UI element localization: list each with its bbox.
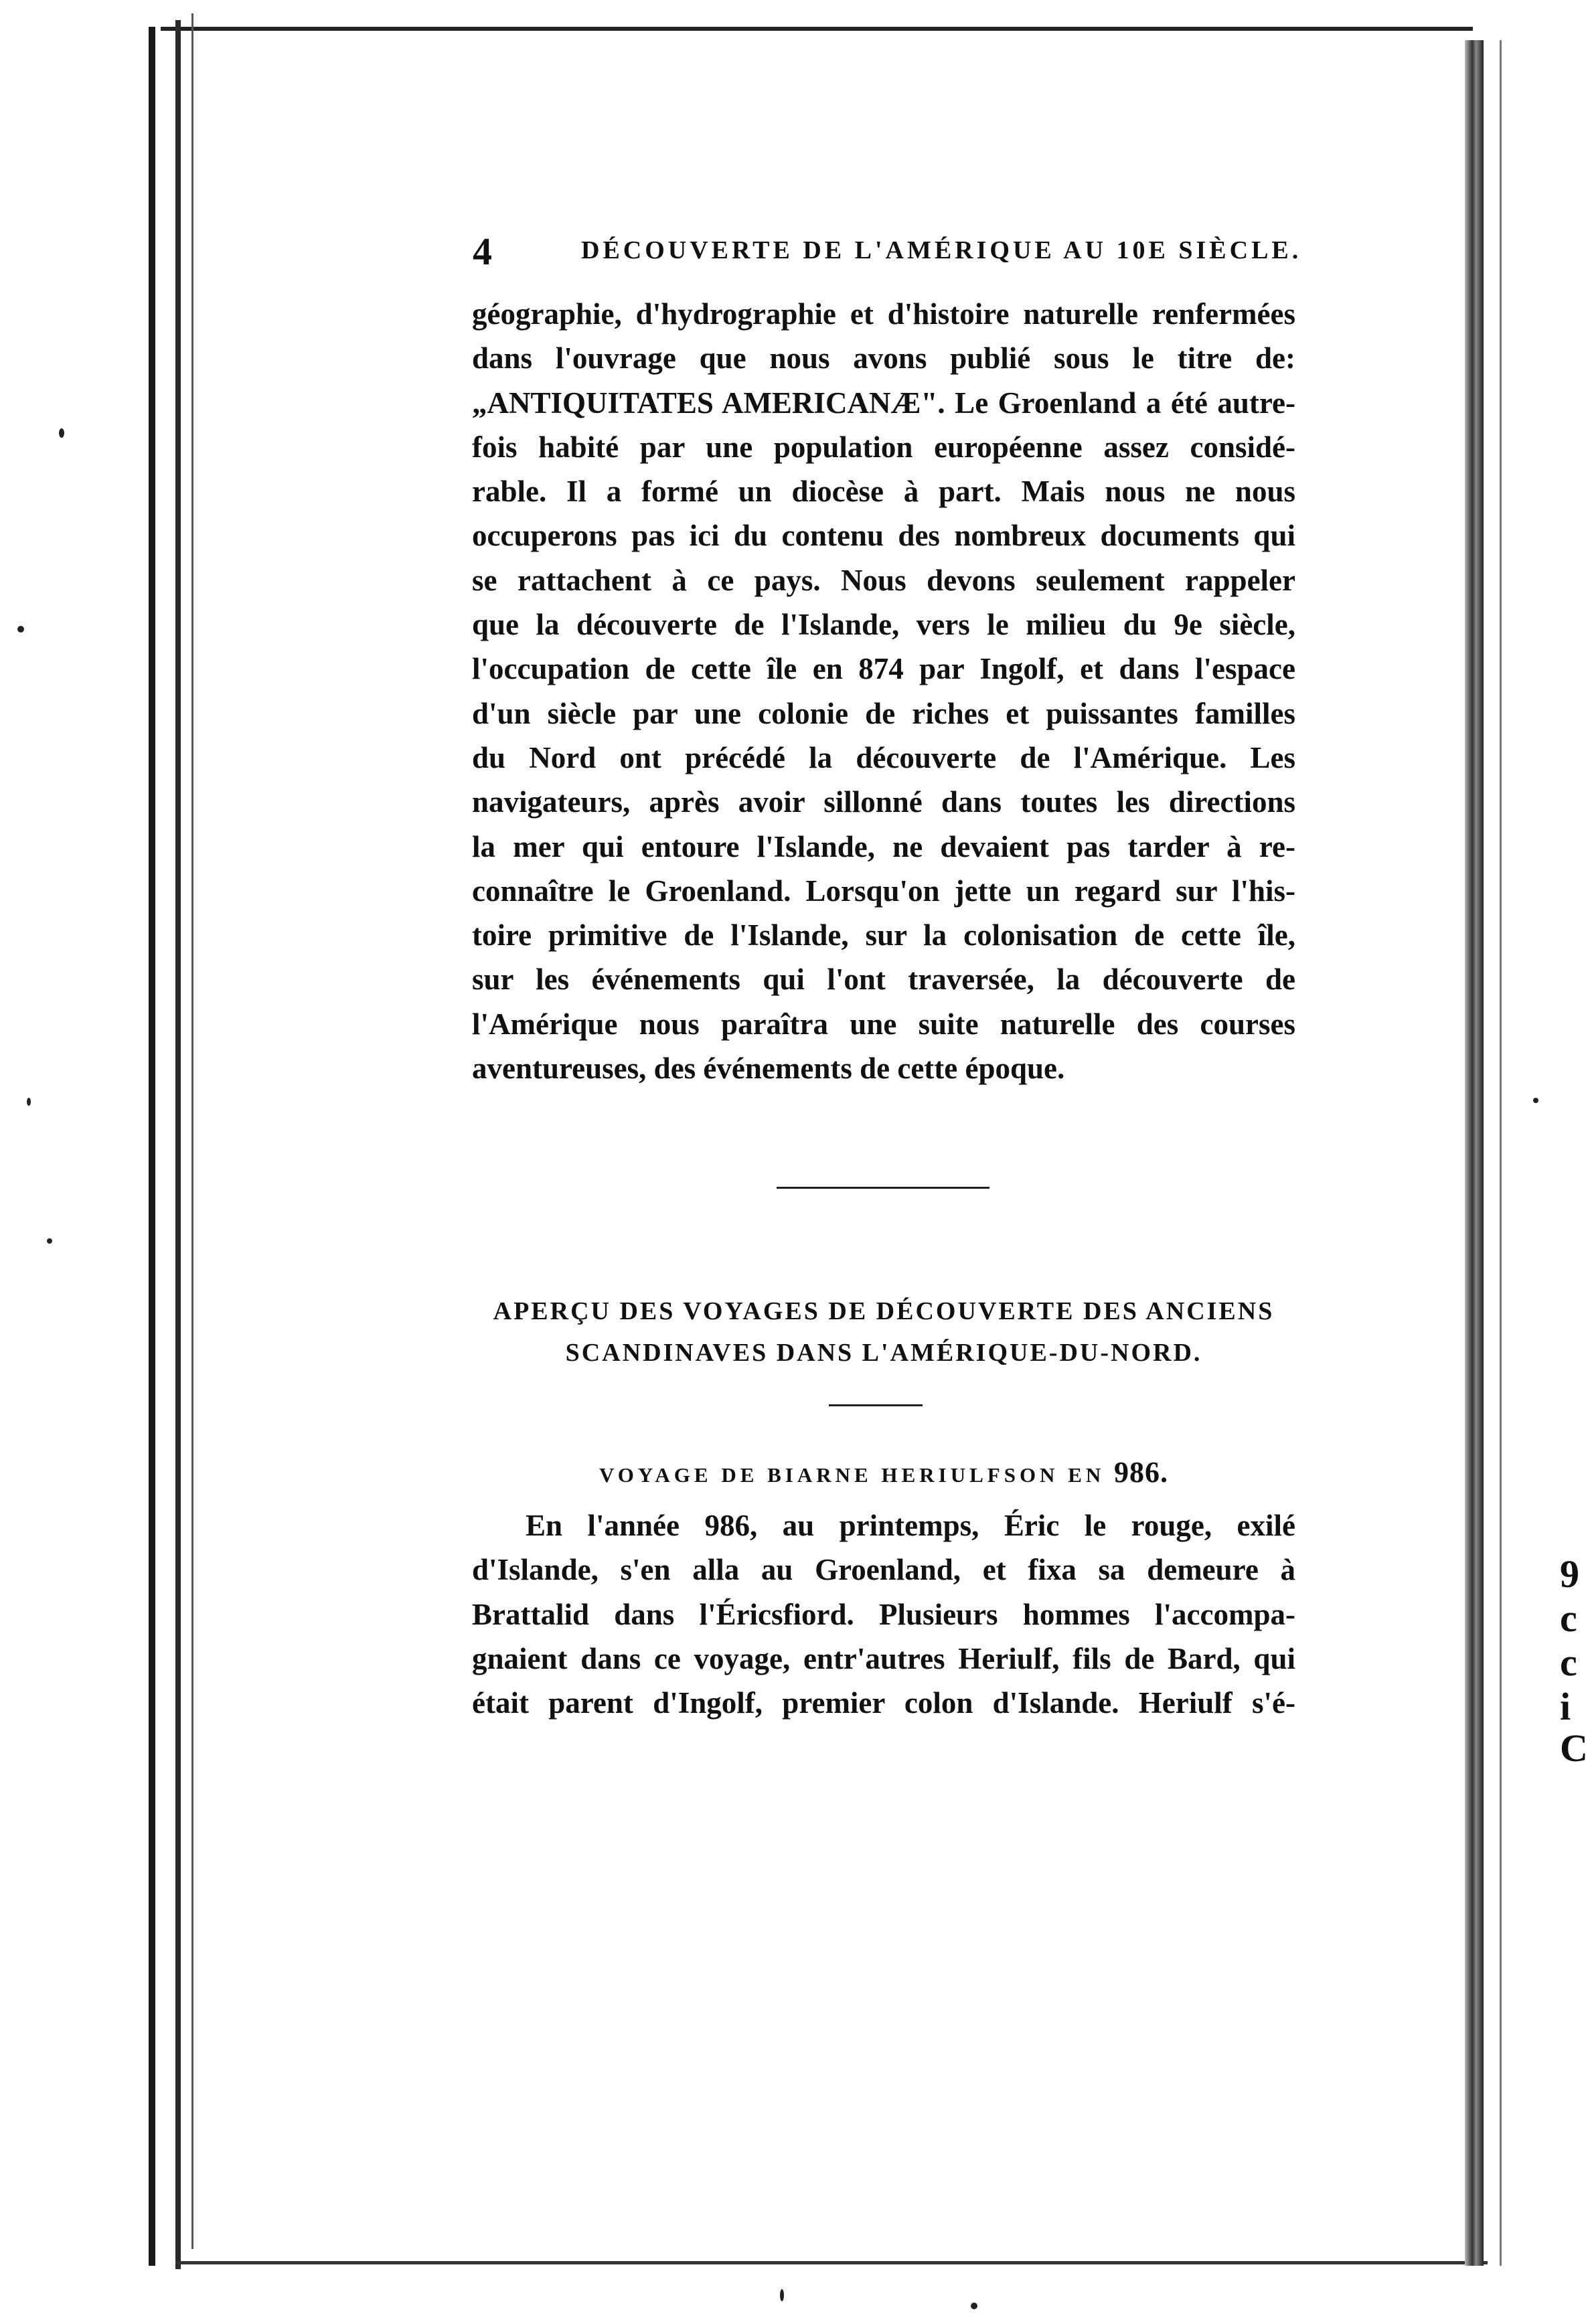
voyage-subheading-text: VOYAGE DE BIARNE HERIULFSON EN bbox=[599, 1463, 1105, 1487]
text-line: Brattalid dans l'Éricsfiord. Plusieurs hommes l'accompa- bbox=[472, 1597, 1295, 1631]
scan-speck bbox=[17, 626, 24, 633]
facing-page-glyph: 9 bbox=[1560, 1552, 1579, 1596]
text-line: sur les événements qui l'ont traversée, la découverte de bbox=[472, 963, 1295, 997]
facing-page-glyph: c bbox=[1560, 1641, 1577, 1684]
facing-page-glyph: c bbox=[1560, 1596, 1577, 1640]
text-line: se rattachent à ce pays. Nous devons seulement rappeler bbox=[472, 563, 1295, 597]
scan-right-line bbox=[1500, 40, 1502, 2266]
text-line: que la découverte de l'Islande, vers le milieu du 9e siècle, bbox=[472, 608, 1295, 642]
scan-gutter bbox=[1465, 40, 1484, 2266]
scan-speck bbox=[971, 2303, 977, 2309]
text-line: la mer qui entoure l'Islande, ne devaient pas tarder à re- bbox=[472, 829, 1295, 863]
text-line: gnaient dans ce voyage, entr'autres Heriulf, fils de Bard, qui bbox=[472, 1641, 1295, 1675]
text-line: navigateurs, après avoir sillonné dans toutes les directions bbox=[472, 785, 1295, 819]
voyage-paragraph bbox=[472, 1503, 1295, 1725]
voyage-subheading-year: 986. bbox=[1114, 1456, 1169, 1489]
section-heading-line: APERÇU DES VOYAGES DE DÉCOUVERTE DES ANCIENS bbox=[493, 1297, 1275, 1325]
paragraph-continuation bbox=[472, 292, 1295, 1090]
text-line: d'un siècle par une colonie de riches et puissantes familles bbox=[472, 696, 1295, 730]
text-line: En l'année 986, au printemps, Éric le rouge, exilé bbox=[526, 1509, 1295, 1542]
text-line: l'occupation de cette île en 874 par Ingolf, et dans l'espace bbox=[472, 652, 1295, 686]
text-line: dans l'ouvrage que nous avons publié sous le titre de: bbox=[472, 341, 1295, 376]
facing-page-glyph: i bbox=[1560, 1685, 1571, 1728]
section-heading bbox=[462, 1291, 1305, 1374]
text-line: fois habité par une population européenne assez considé- bbox=[472, 430, 1295, 464]
scan-left-page-edge bbox=[175, 20, 181, 2269]
heading-underline-rule bbox=[829, 1404, 923, 1406]
text-line: du Nord ont précédé la découverte de l'Amérique. Les bbox=[472, 740, 1295, 774]
text-line: connaître le Groenland. Lorsqu'on jette un regard sur l'his- bbox=[472, 874, 1295, 908]
scan-bottom-edge bbox=[175, 2261, 1488, 2264]
facing-page-glyph: C bbox=[1560, 1726, 1588, 1770]
text-line: toire primitive de l'Islande, sur la colonisation de cette île, bbox=[472, 918, 1295, 952]
scan-speck bbox=[27, 1098, 31, 1106]
section-heading-line: SCANDINAVES DANS L'AMÉRIQUE-DU-NORD. bbox=[565, 1339, 1202, 1367]
text-line: rable. Il a formé un diocèse à part. Mais nous ne nous bbox=[472, 475, 1295, 509]
text-line: aventureuses, des événements de cette époque. bbox=[472, 1052, 1065, 1086]
text-line: géographie, d'hydrographie et d'histoire naturelle renfermées bbox=[472, 297, 1295, 331]
text-line: était parent d'Ingolf, premier colon d'Islande. Heriulf s'é- bbox=[472, 1686, 1295, 1720]
text-line: occuperons pas ici du contenu des nombreux documents qui bbox=[472, 519, 1295, 553]
scan-speck bbox=[1533, 1098, 1538, 1103]
scan-left-thin-line bbox=[191, 13, 193, 2249]
scan-top-edge bbox=[161, 0, 1473, 31]
scan-speck bbox=[59, 428, 64, 438]
text-line: l'Amérique nous paraîtra une suite naturelle des courses bbox=[472, 1007, 1295, 1041]
text-line: d'Islande, s'en alla au Groenland, et fixa sa demeure à bbox=[472, 1553, 1295, 1587]
page-number: 4 bbox=[473, 230, 492, 273]
scan-speck bbox=[780, 2289, 784, 2301]
voyage-subheading bbox=[472, 1455, 1295, 1489]
scan-left-border bbox=[149, 27, 155, 2266]
text-line: „ANTIQUITATES AMERICANÆ". Le Groenland a été autre- bbox=[472, 386, 1295, 420]
section-separator-rule bbox=[777, 1187, 989, 1189]
scan-speck bbox=[47, 1238, 52, 1244]
running-head-title: DÉCOUVERTE DE L'AMÉRIQUE AU 10E SIÈCLE. bbox=[581, 236, 1302, 264]
